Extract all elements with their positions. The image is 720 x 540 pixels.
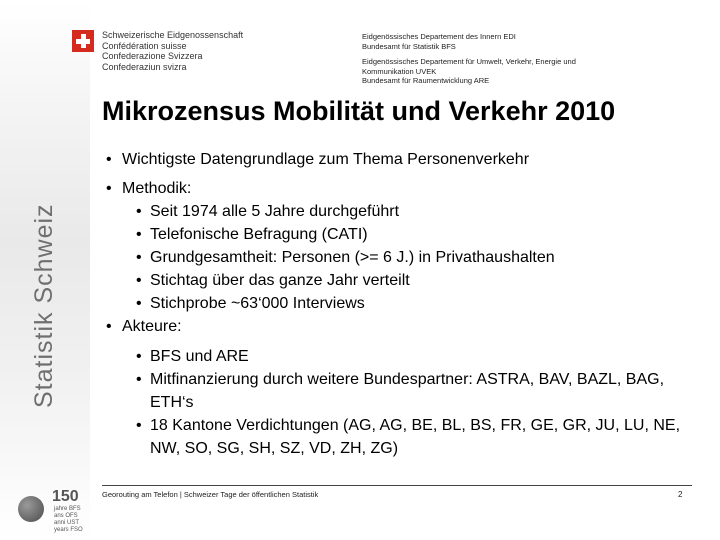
anniversary-line: anni UST — [54, 520, 80, 526]
bullet-item: • Akteure: — [102, 315, 702, 338]
anniversary-line: jahre BFS — [54, 506, 81, 512]
sub-bullet-item: • BFS und ARE — [102, 345, 702, 368]
page-number: 2 — [678, 490, 683, 499]
confederation-line: Schweizerische Eidgenossenschaft — [102, 30, 244, 40]
confederation-line: Confédération suisse — [102, 40, 187, 51]
bullet-item: • Methodik: — [102, 177, 702, 200]
statistik-schweiz-label: Statistik Schweiz — [30, 203, 58, 408]
anniversary-number: 150 — [52, 488, 79, 505]
confederation-line: Confederaziun svizra — [102, 61, 187, 72]
swiss-flag-icon — [72, 30, 94, 52]
anniversary-line: ans OFS — [54, 513, 78, 519]
sidebar-panel — [0, 0, 90, 540]
department-line: Bundesamt für Statistik BFS — [362, 41, 456, 51]
anniversary-logo-icon — [18, 496, 44, 522]
department-block — [362, 32, 576, 86]
sub-bullet-item: • Grundgesamtheit: Personen (>= 6 J.) in Privathaushalten — [102, 246, 702, 269]
anniversary-line: years FSO — [54, 527, 83, 533]
department-line: Eidgenössisches Departement des Innern EDI — [362, 32, 516, 41]
confederation-line: Confederazione Svizzera — [102, 51, 203, 61]
department-line: Eidgenössisches Departement für Umwelt, Verkehr, Energie und — [362, 57, 576, 66]
slide-content — [102, 148, 702, 460]
bullet-item: • Wichtigste Datengrundlage zum Thema Personenverkehr — [102, 148, 702, 171]
sub-bullet-item: • Stichprobe ~63‘000 Interviews — [102, 292, 702, 315]
footer-divider — [102, 485, 692, 486]
department-line: Bundesamt für Raumentwicklung ARE — [362, 76, 490, 85]
department-line: Kommunikation UVEK — [362, 66, 437, 76]
sub-bullet-item: • Seit 1974 alle 5 Jahre durchgeführt — [102, 200, 702, 223]
footer-text: Georouting am Telefon | Schweizer Tage der öffentlichen Statistik — [102, 490, 319, 499]
anniversary-lines — [54, 506, 83, 534]
sub-bullet-item: • Stichtag über das ganze Jahr verteilt — [102, 269, 702, 292]
sub-bullet-item: • Mitfinanzierung durch weitere Bundespartner: ASTRA, BAV, BAZL, BAG, ETH‘s — [102, 368, 702, 414]
sub-bullet-item: • 18 Kantone Verdichtungen (AG, AG, BE, BL, BS, FR, GE, GR, JU, LU, NE, NW, SO, SG, SH, SZ, VD, ZH, ZG) — [102, 414, 702, 460]
sub-bullet-item: • Telefonische Befragung (CATI) — [102, 223, 702, 246]
slide-title: Mikrozensus Mobilität und Verkehr 2010 — [102, 96, 616, 126]
confederation-names — [102, 30, 243, 72]
